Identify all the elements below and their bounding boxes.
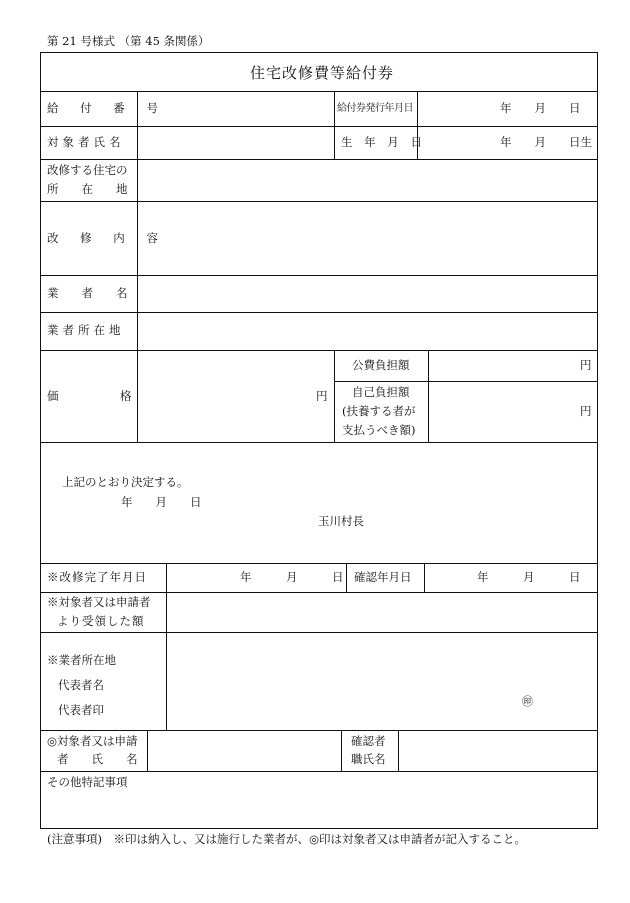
rule bbox=[417, 91, 418, 126]
confirm-date-label: 確認年月日 bbox=[354, 570, 412, 584]
price-label-right: 格 bbox=[120, 389, 132, 403]
price-label-left: 価 bbox=[47, 389, 59, 403]
received-label-1: ※対象者又は申請者 bbox=[47, 595, 151, 609]
public-burden-unit: 円 bbox=[580, 358, 592, 372]
form-number: 第 21 号様式 （第 45 条関係） bbox=[47, 34, 210, 48]
contractor-label-3: 代表者印 bbox=[58, 703, 104, 717]
self-burden-label-3: 支払うべき額) bbox=[342, 423, 416, 437]
self-burden-label-2: (扶養する者が bbox=[342, 404, 416, 418]
decision-date: 年 月 日 bbox=[121, 495, 202, 509]
location-label-1: 改修する住宅の bbox=[47, 163, 128, 177]
completion-date-label: ※改修完了年月日 bbox=[47, 570, 147, 584]
applicant-label-2: 者 氏 名 bbox=[57, 752, 138, 766]
birth-date-value: 年 月 日生 bbox=[500, 135, 592, 149]
rule bbox=[334, 126, 335, 159]
rule bbox=[40, 592, 598, 593]
rule bbox=[40, 275, 598, 276]
rule bbox=[40, 159, 598, 160]
self-burden-label-1: 自己負担額 bbox=[352, 385, 410, 399]
public-burden-label: 公費負担額 bbox=[352, 358, 410, 372]
rule bbox=[40, 126, 598, 127]
rule bbox=[147, 730, 148, 771]
rule bbox=[40, 442, 598, 443]
form-title: 住宅改修費等給付券 bbox=[250, 64, 395, 82]
confirmer-label-1: 確認者 bbox=[351, 734, 386, 748]
rule bbox=[40, 350, 598, 351]
footer-note: (注意事項) ※印は納入し、又は施行した業者が、◎印は対象者又は申請者が記入すること。 bbox=[47, 832, 527, 846]
completion-date-value: 年 月 日 bbox=[240, 570, 344, 584]
confirm-date-value: 年 月 日 bbox=[477, 570, 581, 584]
confirmer-label-2: 職氏名 bbox=[351, 752, 386, 766]
rule bbox=[40, 563, 598, 564]
payment-number-label: 給 付 番 号 bbox=[47, 101, 167, 115]
issue-date-label: 給付券発行年月日 bbox=[337, 103, 413, 114]
received-label-2: より受領した額 bbox=[57, 614, 145, 628]
applicant-label-1: ◎対象者又は申請 bbox=[47, 734, 138, 748]
seal-mark: ㊞ bbox=[522, 695, 533, 708]
rule bbox=[40, 632, 598, 633]
rule bbox=[40, 730, 598, 731]
contractor-label-2: 代表者名 bbox=[58, 678, 104, 692]
issue-date-value: 年 月 日 bbox=[500, 101, 581, 115]
contractor-address-label: 業者所在地 bbox=[47, 323, 125, 337]
birth-date-label: 生 年 月 日 bbox=[341, 135, 426, 149]
rule bbox=[424, 563, 425, 592]
decision-signer: 玉川村長 bbox=[318, 514, 364, 528]
self-burden-unit: 円 bbox=[580, 404, 592, 418]
contractor-label-1: ※業者所在地 bbox=[47, 653, 116, 667]
rule bbox=[346, 563, 347, 592]
renovation-content-label: 改 修 内 容 bbox=[47, 231, 167, 245]
remarks-label: その他特記事項 bbox=[47, 775, 128, 789]
rule bbox=[334, 381, 598, 382]
contractor-name-label: 業 者 名 bbox=[47, 286, 128, 300]
rule bbox=[40, 91, 598, 92]
rule bbox=[40, 201, 598, 202]
rule bbox=[428, 350, 429, 442]
rule bbox=[40, 771, 598, 772]
rule bbox=[137, 126, 138, 159]
rule bbox=[166, 563, 167, 730]
price-unit: 円 bbox=[316, 389, 328, 403]
rule bbox=[334, 91, 335, 126]
rule bbox=[137, 159, 138, 442]
rule bbox=[40, 312, 598, 313]
decision-text: 上記のとおり決定する。 bbox=[62, 475, 189, 489]
rule bbox=[341, 730, 342, 771]
rule bbox=[334, 350, 335, 442]
target-name-label: 対象者氏名 bbox=[47, 135, 125, 149]
rule bbox=[398, 730, 399, 771]
location-label-2: 所 在 地 bbox=[47, 182, 128, 196]
